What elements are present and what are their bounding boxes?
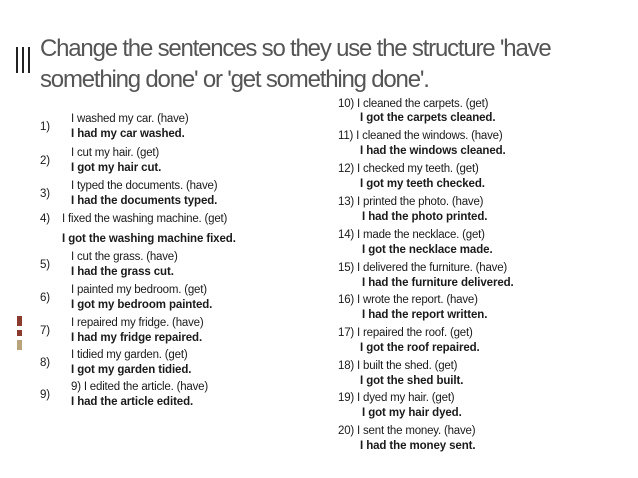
item-number: 4): [40, 213, 50, 225]
item-answer: I had the windows cleaned.: [360, 145, 506, 157]
item-question: 19) I dyed my hair. (get): [338, 392, 455, 404]
item-answer: I got the roof repaired.: [360, 342, 480, 354]
item-question: 11) I cleaned the windows. (have): [338, 130, 503, 142]
item-question: I repaired my fridge. (have): [71, 317, 204, 329]
item-answer: I had the article edited.: [71, 396, 194, 408]
item-answer: I got my hair dyed.: [362, 407, 462, 419]
item-number: 8): [40, 357, 50, 369]
item-answer: I had my fridge repaired.: [71, 332, 203, 344]
item-answer: I got the shed built.: [360, 375, 464, 387]
item-question: 17) I repaired the roof. (get): [338, 327, 473, 339]
item-answer: I had my car washed.: [71, 128, 185, 140]
item-question: 15) I delivered the furniture. (have): [338, 262, 508, 274]
page-title: Change the sentences so they use the structure 'have something done' or 'get something done'.: [40, 35, 551, 93]
item-answer: I got my hair cut.: [71, 162, 162, 174]
item-answer: I got my teeth checked.: [360, 178, 485, 190]
item-question: I fixed the washing machine. (get): [62, 213, 228, 225]
side-accent-red-bottom: [17, 330, 22, 336]
item-question: 20) I sent the money. (have): [338, 425, 476, 437]
item-question: 9) I edited the article. (have): [71, 381, 208, 393]
item-number: 1): [40, 121, 50, 133]
item-answer: I got my garden tidied.: [71, 364, 192, 376]
item-number: 6): [40, 292, 50, 304]
item-question: I tidied my garden. (get): [71, 349, 188, 361]
item-question: I cut my hair. (get): [71, 147, 160, 159]
item-number: 7): [40, 325, 50, 337]
list-item: [40, 212, 236, 245]
item-question: I cut the grass. (have): [71, 251, 178, 263]
item-answer: I had the furniture delivered.: [362, 277, 514, 289]
item-question: 12) I checked my teeth. (get): [338, 163, 479, 175]
item-answer: I had the report written.: [362, 309, 488, 321]
side-accent-red-top: [17, 316, 22, 326]
item-answer: I had the money sent.: [360, 440, 476, 452]
item-question: 14) I made the necklace. (get): [338, 229, 485, 241]
item-question: 10) I cleaned the carpets. (get): [338, 98, 489, 110]
item-answer: I got the washing machine fixed.: [62, 233, 236, 245]
item-answer: I got the necklace made.: [362, 244, 493, 256]
item-question: 16) I wrote the report. (have): [338, 294, 478, 306]
title-bar-decoration: [16, 47, 30, 73]
item-question: 13) I printed the photo. (have): [338, 196, 484, 208]
item-answer: I had the photo printed.: [362, 211, 488, 223]
item-number: 3): [40, 188, 50, 200]
item-answer: I got my bedroom painted.: [71, 299, 213, 311]
side-accent-tan: [17, 340, 22, 350]
item-question: I typed the documents. (have): [71, 180, 218, 192]
item-question: I washed my car. (have): [71, 113, 189, 125]
item-answer: I got the carpets cleaned.: [360, 112, 496, 124]
item-answer: I had the documents typed.: [71, 195, 218, 207]
item-answer: I had the grass cut.: [71, 266, 174, 278]
item-question: 18) I built the shed. (get): [338, 360, 458, 372]
item-number: 9): [40, 389, 50, 401]
item-number: 2): [40, 155, 50, 167]
item-question: I painted my bedroom. (get): [71, 284, 207, 296]
item-number: 5): [40, 259, 50, 271]
